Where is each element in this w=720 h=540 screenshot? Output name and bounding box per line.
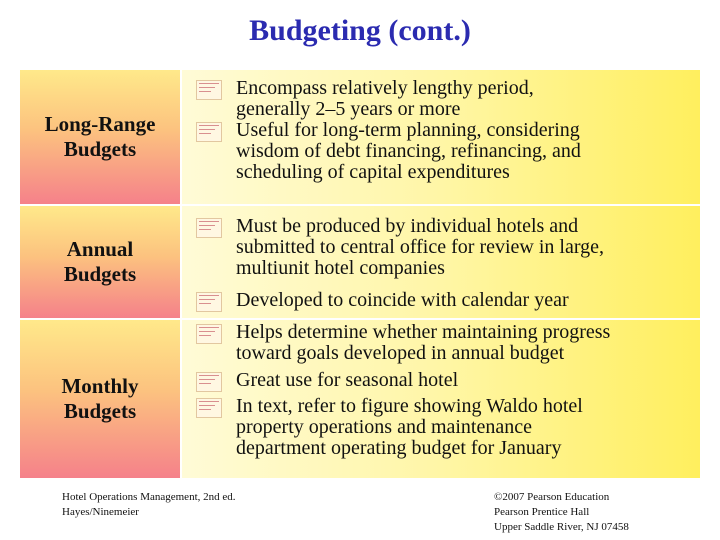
notepad-icon: [196, 292, 222, 312]
bullet-text: In text, refer to figure showing Waldo hotel property operations and maintenance department operating budget for January: [236, 395, 583, 459]
row-label-monthly: [20, 320, 180, 478]
notepad-icon: [196, 80, 222, 100]
row-label-text: Long-Range Budgets: [44, 112, 156, 161]
bullet-text: Developed to coincide with calendar year: [236, 289, 569, 311]
bullet-text: Helps determine whether maintaining progress toward goals developed in annual budget: [236, 321, 611, 364]
bullet-text: Encompass relatively lengthy period, generally 2–5 years or more: [236, 77, 534, 120]
footer-copyright: ©2007 Pearson Education Pearson Prentice Hall Upper Saddle River, NJ 07458: [494, 491, 629, 533]
notepad-icon: [196, 398, 222, 418]
budget-table: [20, 70, 700, 478]
row-label-long-range: [20, 70, 180, 204]
row-content-annual: [182, 206, 700, 318]
notepad-icon: [196, 218, 222, 238]
notepad-icon: [196, 324, 222, 344]
table-row-monthly: [20, 320, 700, 478]
row-label-annual: [20, 206, 180, 318]
row-content-monthly: [182, 320, 700, 478]
row-content-long-range: [182, 70, 700, 204]
notepad-icon: [196, 122, 222, 142]
row-label-text: Annual Budgets: [63, 237, 137, 286]
notepad-icon: [196, 372, 222, 392]
table-row-long-range: [20, 70, 700, 204]
bullet-text: Must be produced by individual hotels and submitted to central office for review in large, multiunit hotel companies: [236, 215, 605, 279]
footer-citation: Hotel Operations Management, 2nd ed. Hayes/Ninemeier: [62, 491, 236, 518]
table-row-annual: [20, 206, 700, 318]
slide-title: Budgeting (cont.): [249, 14, 471, 47]
row-label-text: Monthly Budgets: [61, 374, 139, 423]
bullet-text: Great use for seasonal hotel: [236, 369, 459, 391]
bullet-text: Useful for long-term planning, considering wisdom of debt financing, refinancing, and scheduling of capital expenditures: [236, 119, 581, 183]
